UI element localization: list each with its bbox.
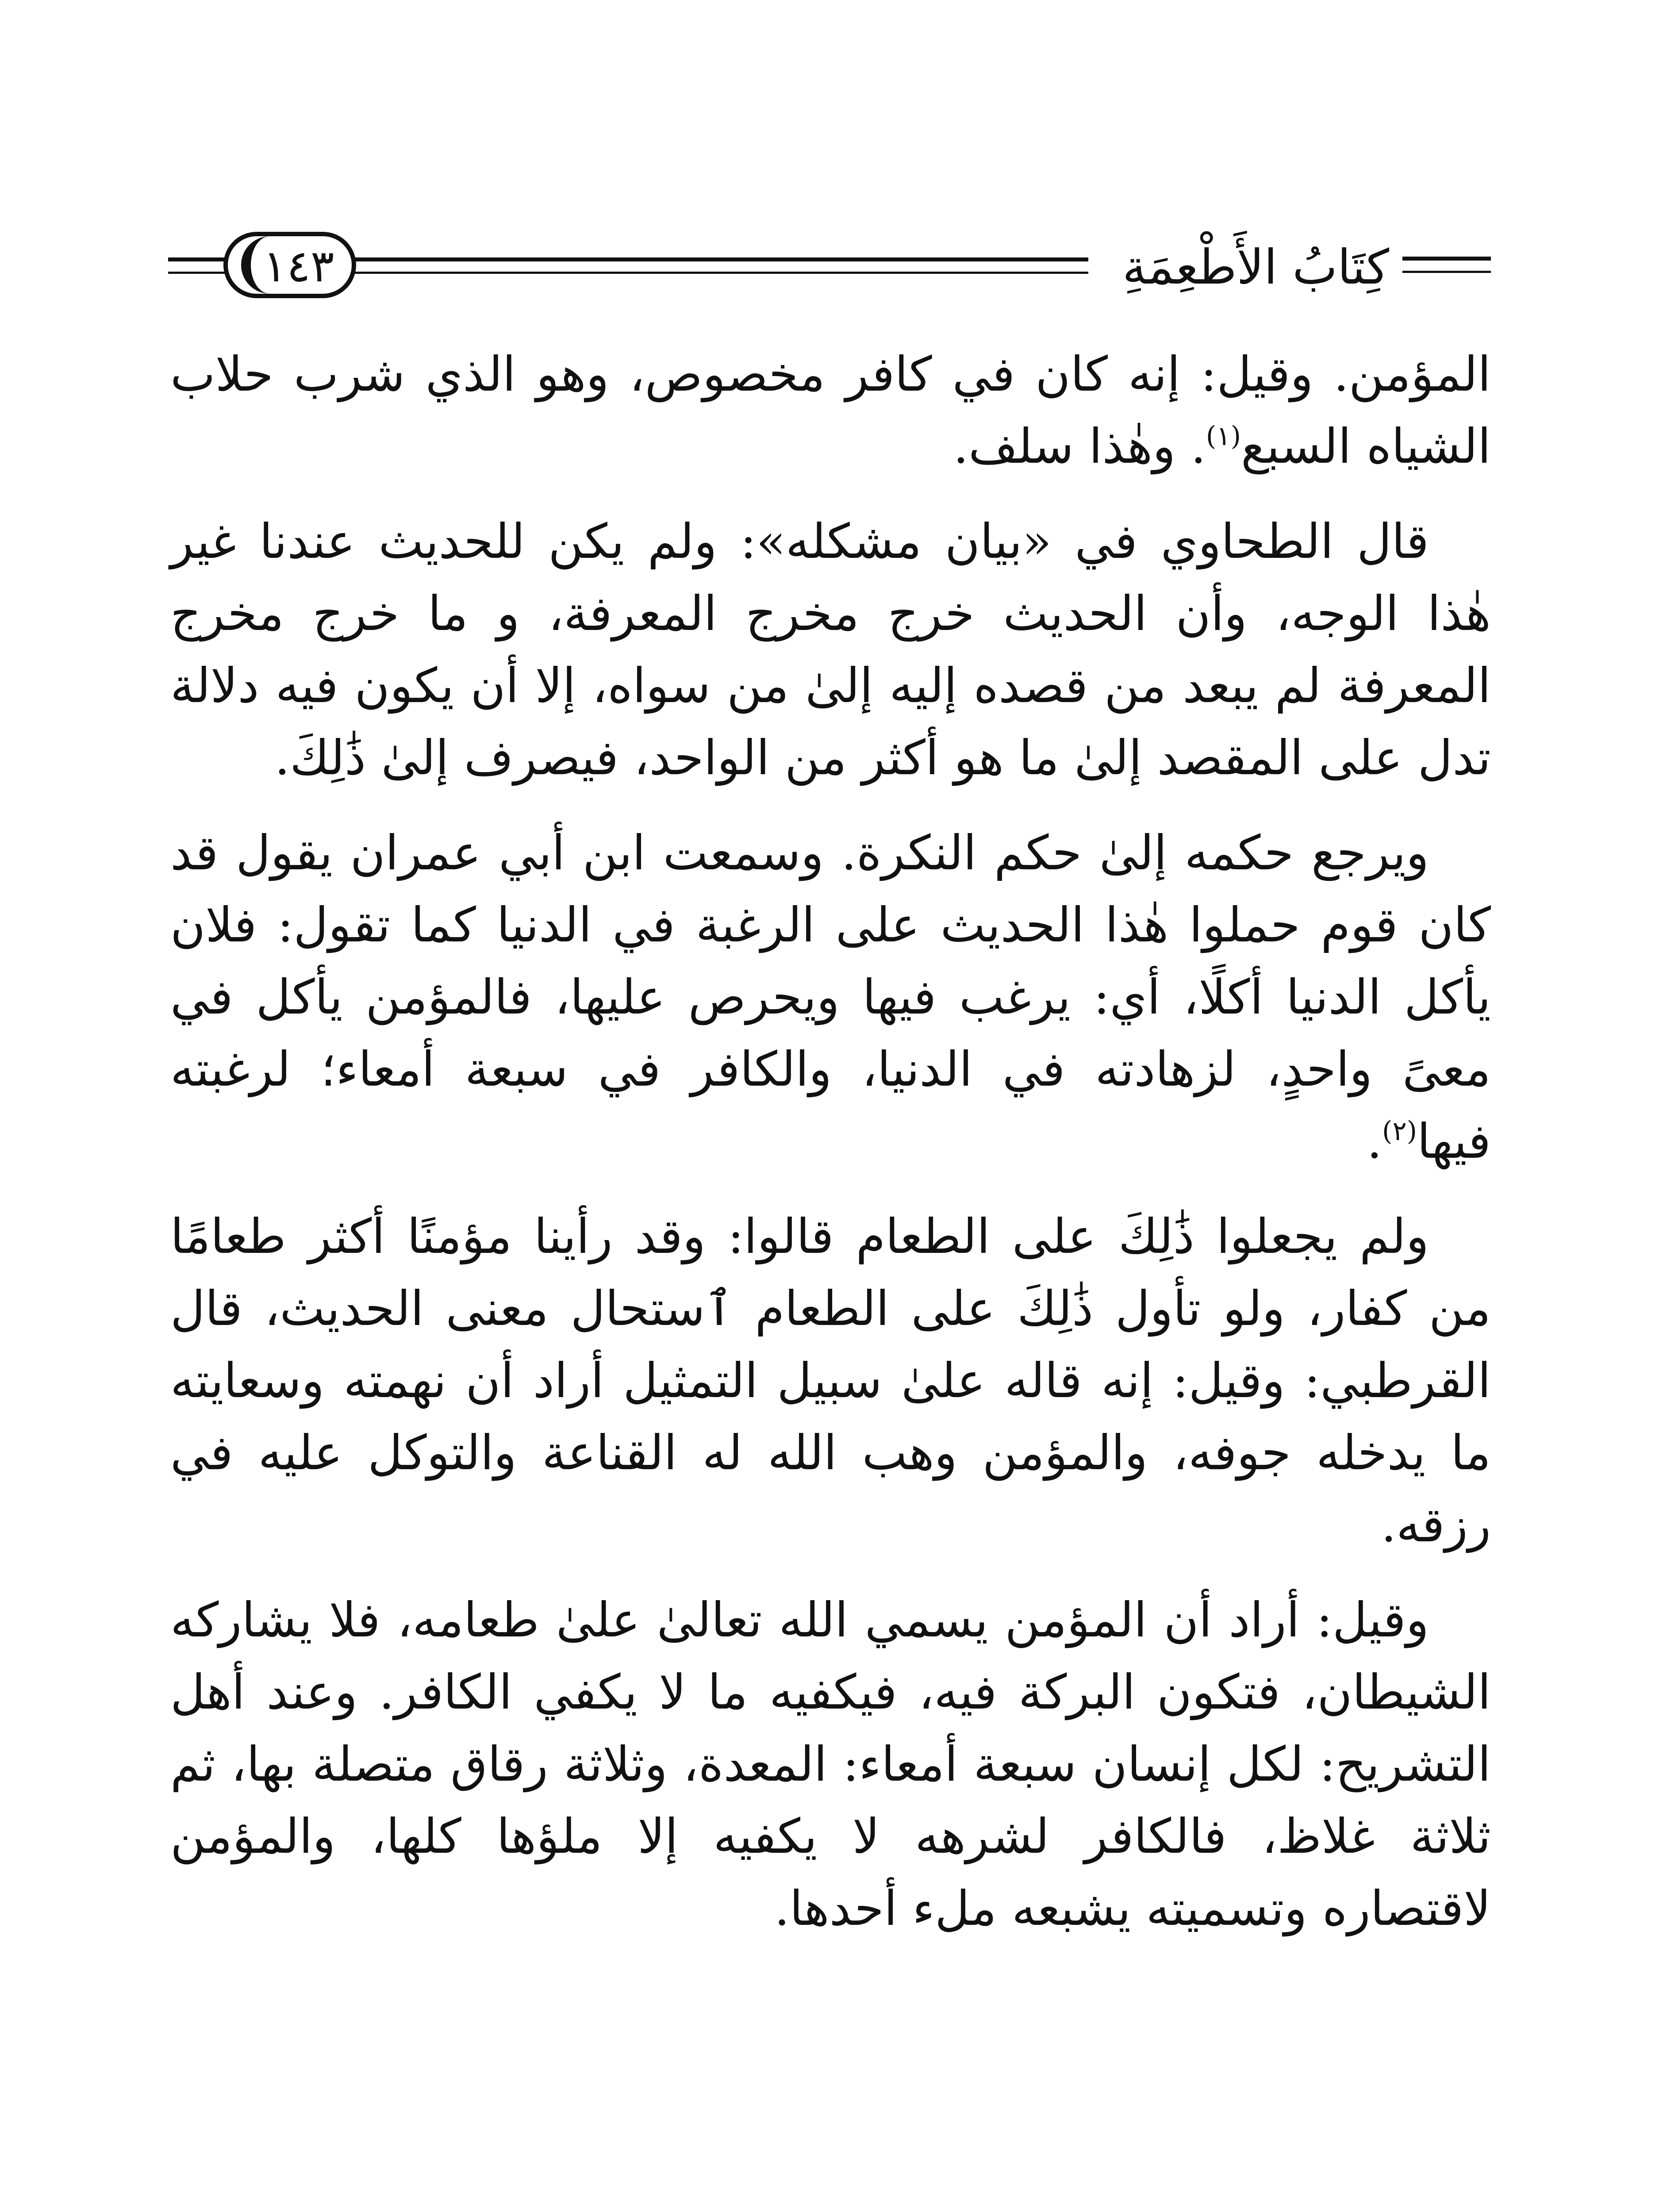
paragraph-3-text-a: ويرجع حكمه إلىٰ حكم النكرة. وسمعت ابن أبي عمران يقول قد كان قوم حملوا هٰذا الحديث على الرغبة في الدنيا كما تقول: فلان يأكل الدنيا أكلًا، أي: يرغب فيها ويحرص عليها، فالمؤمن يأكل في معىً واحدٍ، لزهادته في الدنيا، والكافر في سبعة أمعاء؛ لرغبته فيها — [170, 826, 1491, 1169]
paragraph-1-text-b: . وهٰذا سلف. — [953, 419, 1206, 474]
paragraph-3 — [170, 817, 1491, 1178]
footnote-ref-2: (٢) — [1382, 1116, 1417, 1147]
paragraph-1-text-a: المؤمن. وقيل: إنه كان في كافر مخصوص، وهو الذي شرب حلاب الشياه السبع — [170, 347, 1491, 474]
footnote-ref-1: (١) — [1206, 421, 1241, 452]
header-rule-left-bottom — [168, 272, 230, 274]
page-number: ١٤٣ — [263, 240, 334, 292]
page-header — [168, 230, 1491, 305]
paragraph-5: وقيل: أراد أن المؤمن يسمي الله تعالىٰ علىٰ طعامه، فلا يشاركه الشيطان، فتكون البركة فيه، فيكفيه ما لا يكفي الكافر. وعند أهل التشريح: لكل إنسان سبعة أمعاء: المعدة، وثلاثة رقاق متصلة بها، ثم ثلاثة غلاظ، فالكافر لشرهه لا يكفيه إلا ملؤها كلها، والمؤمن لاقتصاره وتسميته يشبعه ملء أحدها. — [170, 1593, 1491, 1936]
paragraph-1 — [170, 338, 1491, 483]
paragraph-4: ولم يجعلوا ذَٰلِكَ على الطعام قالوا: وقد رأينا مؤمنًا أكثر طعامًا من كفار، ولو تأول ذَٰلِكَ على الطعام ٱستحال معنى الحديث، قال القرطبي: وقيل: إنه قاله علىٰ سبيل التمثيل أراد أن نهمته وسعايته ما يدخله جوفه، والمؤمن وهب الله له القناعة والتوكل عليه في رزقه. — [170, 1209, 1491, 1553]
header-rule-middle-top — [354, 257, 1088, 261]
paragraph-3-text-b: . — [1367, 1114, 1382, 1169]
header-rule-left-top — [168, 257, 230, 261]
header-rule-middle-bottom — [354, 272, 1088, 274]
page-number-badge — [223, 232, 356, 298]
header-rule-right-top — [1402, 257, 1491, 261]
main-text — [170, 338, 1491, 1968]
chapter-title: كِتَابُ الأَطْعِمَةِ — [1122, 240, 1389, 295]
paragraph-2: قال الطحاوي في «بيان مشكله»: ولم يكن للحديث عندنا غير هٰذا الوجه، وأن الحديث خرج مخرج المعرفة، و ما خرج مخرج المعرفة لم يبعد من قصده إليه إلىٰ من سواه، إلا أن يكون فيه دلالة تدل على المقصد إلىٰ ما هو أكثر من الواحد، فيصرف إلىٰ ذَٰلِكَ. — [170, 514, 1491, 786]
header-rule-right-bottom — [1402, 271, 1491, 273]
